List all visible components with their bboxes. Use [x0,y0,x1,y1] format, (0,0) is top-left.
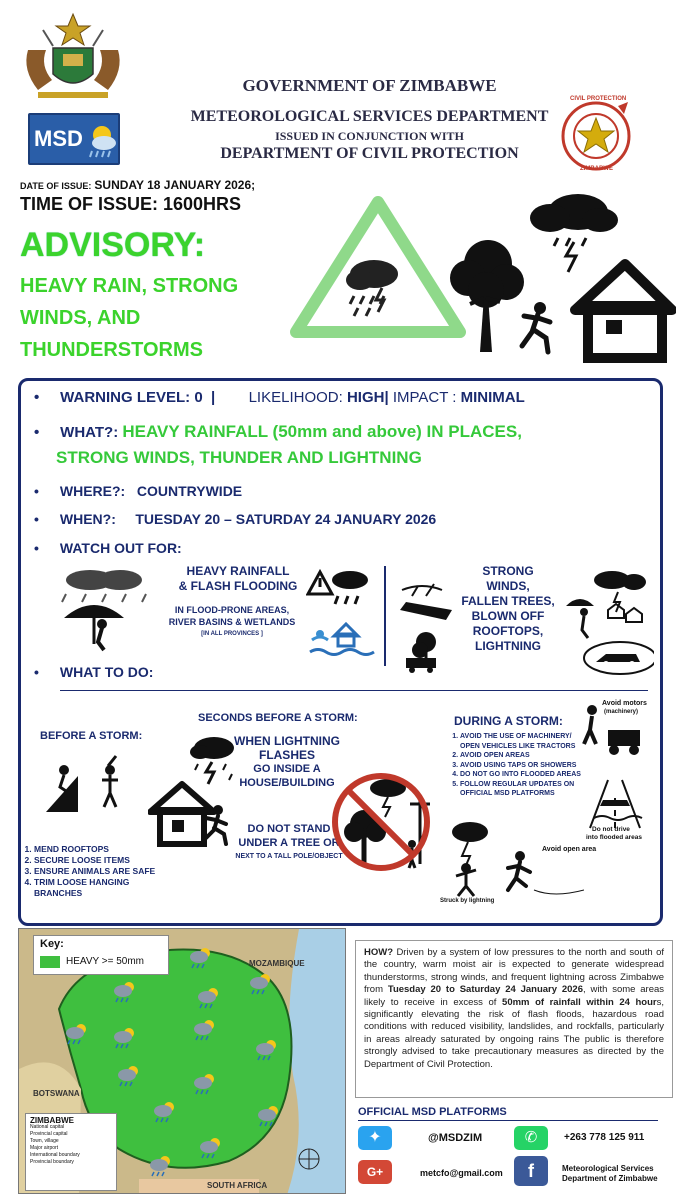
whattodo-label: WHAT TO DO: [59,664,154,680]
flooded-road-icon [580,776,650,846]
map-legend-item: National capital [30,1124,65,1130]
map-legend-item: Major airport [30,1145,59,1151]
how-text-1: Driven by a system of low pressures to the north and south of the country, warm moist air is expected to generate widespread thunderstorms, strong winds, and frequent lightning across Zimbabwe from [364,947,664,996]
map-country-label: ZIMBABWE [30,1116,74,1125]
cap-motors-1: Avoid motors [602,700,647,707]
todo-divider [60,690,648,691]
impact-value: MINIMAL [460,389,525,406]
when-label: WHEN?: [59,511,116,527]
where-value: COUNTRYWIDE [136,483,243,499]
map-mozambique: MOZAMBIQUE [249,959,305,968]
civil-protection-seal [560,98,632,174]
during-label: DURING A STORM: [454,714,563,728]
date-value: SUNDAY 18 JANUARY 2026; [94,178,256,192]
what-line-2: STRONG WINDS, THUNDER AND LIGHTNING [56,448,422,467]
wind-line-4: ROOFTOPS, [472,624,544,638]
platforms-title: OFFICIAL MSD PLATFORMS [358,1106,658,1121]
where-label: WHERE?: [59,483,126,499]
whatsapp-link[interactable] [514,1124,676,1152]
facebook-icon: f [514,1156,548,1186]
how-lead: HOW? [364,947,394,958]
msd-logo-text: MSD [34,126,83,151]
advisory-line-1: HEAVY RAIN, STRONG [20,275,239,297]
lightning-line-2: FLASHES [258,748,315,762]
google-plus-icon: G+ [358,1160,392,1184]
cap-motors-2: (machinery) [604,709,639,715]
lightning-line-4: HOUSE/BUILDING [239,777,335,789]
advisory-title: ADVISORY: [20,226,206,264]
likelihood-label: LIKELIHOOD: [248,389,343,406]
key-label: Key: [40,938,64,950]
map-legend-item: Provincial capital [30,1131,68,1137]
rain-title-1: HEAVY RAINFALL [186,564,290,578]
rainfall-map [18,928,346,1194]
seal-text-top: CIVIL PROTECTION [570,96,627,102]
rain-sub-2: RIVER BASINS & WETLANDS [168,617,296,627]
flood-warning-icon [306,566,378,664]
storm-umbrella-car-icon [558,566,654,676]
wind-line-2: FALLEN TREES, [461,594,555,608]
facebook-link[interactable] [514,1152,676,1192]
email-link[interactable] [358,1158,512,1186]
tree-line-1: DO NOT STAND [247,823,331,835]
rain-title [173,564,303,594]
when-row: • WHEN?: TUESDAY 20 – SATURDAY 24 JANUARY 2026 [34,511,437,527]
where-row: • WHERE?: COUNTRYWIDE [34,483,243,499]
facebook-line-2: Department of Zimbabwe [562,1174,658,1183]
email-address: metcfo@gmail.com [420,1168,503,1178]
seconds-label: SECONDS BEFORE A STORM: [198,712,358,724]
rain-sub [162,604,302,640]
what-line-1: HEAVY RAINFALL (50mm and above) IN PLACES, [122,422,522,441]
watch-row: • WATCH OUT FOR: [34,540,182,556]
header-dcp: DEPARTMENT OF CIVIL PROTECTION [220,145,519,162]
time-of-issue: TIME OF ISSUE: 1600HRS [20,194,242,214]
during-item: 4. DO NOT GO INTO FLOODED AREAS [460,770,584,780]
no-tree-shelter-icon [326,770,436,874]
during-item: 1. AVOID THE USE OF MACHINERY/ OPEN VEHICLES LIKE TRACTORS [460,732,584,751]
warning-value: 0 [194,389,203,406]
wind-line-1: STRONG WINDS, [482,564,534,593]
tractor-icon [578,700,648,760]
watch-label: WATCH OUT FOR: [59,540,182,556]
divider-bar-2: | [384,389,389,406]
twitter-link[interactable] [358,1124,512,1152]
warning-label: WARNING LEVEL: [60,389,191,406]
tree-line-2: UNDER A TREE OR [238,837,340,849]
map-legend-item: Town, village [30,1138,59,1144]
what-row: • WHAT?: HEAVY RAINFALL (50mm and above) IN PLACES, [34,422,522,441]
cap-open: Avoid open area [542,846,597,853]
whatsapp-icon: ✆ [514,1126,548,1150]
how-description [355,940,673,1098]
date-label: DATE OF ISSUE: [20,181,92,191]
wind-debris-icon [396,570,462,674]
rain-sub-1: IN FLOOD-PRONE AREAS, [174,605,290,615]
watch-divider [384,566,386,666]
storm-scene-icon [440,186,676,376]
likelihood-value: HIGH [346,389,385,406]
rain-title-2: & FLASH FLOODING [178,579,298,593]
before-item: 1. MEND ROOFTOPS [34,844,160,855]
before-label: BEFORE A STORM: [40,730,143,742]
tree-line-3: NEXT TO A TALL POLE/OBJECT [235,853,343,860]
how-bold-1: Tuesday 20 to Saturday 24 January 2026 [387,984,583,996]
umbrella-rain-icon [46,566,164,652]
whatsapp-number: +263 778 125 911 [564,1132,645,1143]
rain-sub-3: [IN ALL PROVINCES ] [201,631,263,637]
header-issued: ISSUED IN CONJUNCTION WITH [275,129,464,143]
before-list [20,844,160,899]
wind-text [460,564,556,654]
twitter-handle: @MSDZIM [428,1132,483,1144]
when-value: TUESDAY 20 – SATURDAY 24 JANUARY 2026 [135,511,437,527]
advisory-line-2: WINDS, AND [20,307,141,329]
before-item: 2. SECURE LOOSE ITEMS [34,855,160,866]
map-legend-item: Provincial boundary [30,1159,74,1165]
how-text-3: s, significantly elevating the risk of flash floods, hazardous road conditions with reduced visibility, landslides, and rockfalls, particularly in areas already saturated by ongoing rains The public is therefore strongly advised to take precautionary measures as directed by the Department of Civil Protection. [364,996,665,1070]
roof-repair-icon [42,752,132,812]
advisory-line-3: THUNDERSTORMS [20,339,203,361]
what-label: WHAT?: [60,424,119,441]
cap-flood-1: Do not drive [592,826,630,833]
map-legend-item: International boundary [30,1152,80,1158]
how-text-2: , with some areas likely to receive in excess of [364,984,665,1008]
divider-bar: | [206,389,245,406]
during-list [446,732,584,799]
impact-label: IMPACT : [392,389,457,406]
before-item: 3. ENSURE ANIMALS ARE SAFE [34,866,160,877]
during-item: 3. AVOID USING TAPS OR SHOWERS [460,761,584,771]
seal-text-bottom: ZIMBABWE [580,166,613,172]
wind-line-5: LIGHTNING [475,639,541,653]
advisory-subtitle [20,270,290,366]
before-item: 4. TRIM LOOSE HANGING BRANCHES [34,877,160,899]
wind-line-3: BLOWN OFF [471,609,545,623]
whattodo-row: • WHAT TO DO: [34,664,154,680]
lightning-line-3: GO INSIDE A [253,763,321,775]
warning-level-row: • WARNING LEVEL: 0 | LIKELIHOOD: HIGH| IMPACT : MINIMAL [34,389,525,406]
during-item: 5. FOLLOW REGULAR UPDATES ON OFFICIAL MSD PLATFORMS [460,780,584,799]
cap-flood-2: into flooded areas [586,834,642,841]
cap-struck: Struck by lightning [440,898,495,904]
during-item: 2. AVOID OPEN AREAS [460,751,584,761]
header-msd: METEOROLOGICAL SERVICES DEPARTMENT [190,108,549,125]
map-south-africa: SOUTH AFRICA [207,1181,268,1190]
map-botswana: BOTSWANA [33,1089,80,1098]
key-item: HEAVY >= 50mm [66,956,144,967]
header-government: GOVERNMENT OF ZIMBABWE [242,76,497,95]
how-bold-2: 50mm of rainfall within 24 hour [502,996,657,1008]
lightning-line-1: WHEN LIGHTNING [234,734,340,748]
map-weather-symbols [19,929,346,1194]
struck-by-lightning-icon [436,818,500,908]
facebook-line-1: Meteorological Services [562,1164,654,1173]
twitter-icon: ✦ [358,1126,392,1150]
open-area-runner-icon [504,842,654,902]
date-of-issue [20,178,255,192]
